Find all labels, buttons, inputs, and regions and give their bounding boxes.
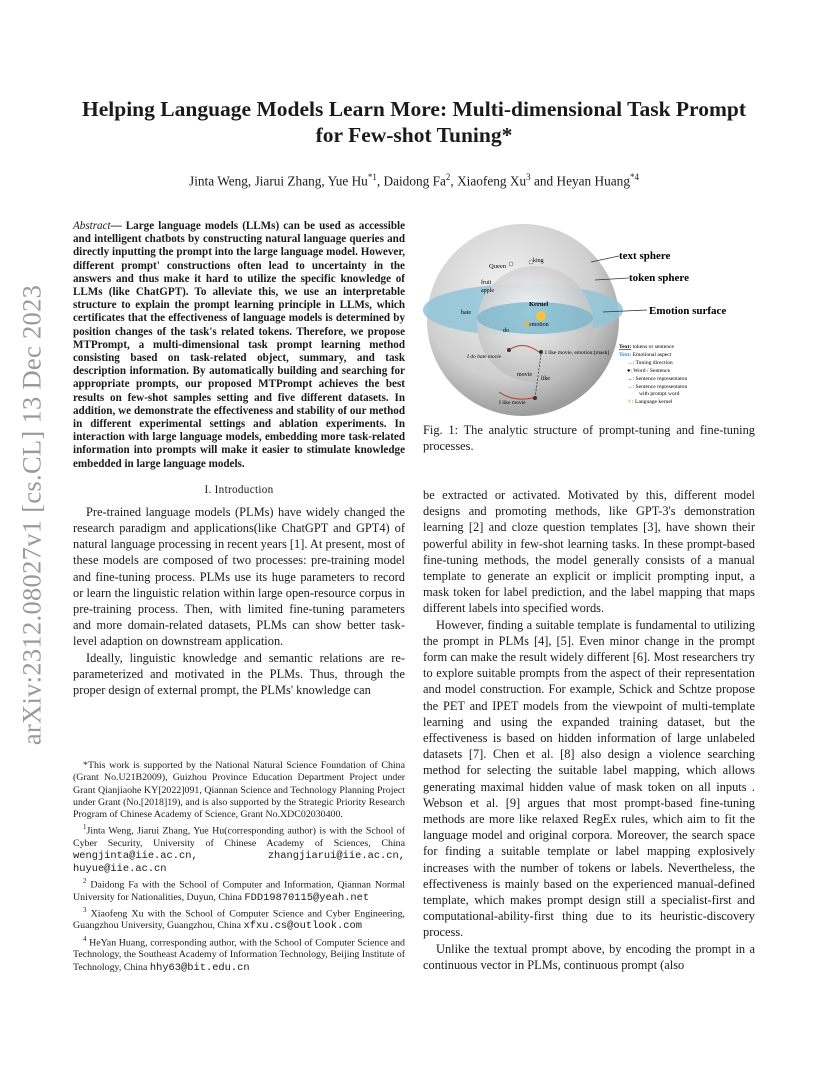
figure-1 xyxy=(423,222,755,422)
kernel-sun-icon xyxy=(536,311,546,321)
author-mark: *1 xyxy=(367,172,377,182)
title-line-1: Helping Language Models Learn More: Multi-dimensional Task Prompt xyxy=(82,97,746,121)
paper-title xyxy=(60,96,768,148)
title-line-2: for Few-shot Tuning* xyxy=(315,123,513,147)
sphere-diagram xyxy=(423,222,755,422)
author: Heyan Huang xyxy=(556,173,630,189)
word-dot xyxy=(529,260,533,264)
word-do: do xyxy=(503,328,509,334)
word-king: king xyxy=(533,258,544,264)
word-apple: apple xyxy=(481,288,494,294)
word-queen: Queen xyxy=(489,263,506,270)
author: Jinta Weng xyxy=(189,173,248,189)
email: FDD19870115@yeah.net xyxy=(244,891,370,904)
footnote-mark: 1 xyxy=(83,823,87,832)
legend-desc: : Word / Sentence xyxy=(630,368,671,374)
author-list: Jinta Weng, Jiarui Zhang, Yue Hu$^{*1}$, Daidong Fa$^2$, Xiaofeng Xu$^3$ and Heyan Huang$^{*4}$ xyxy=(189,172,639,189)
left-column xyxy=(73,220,405,698)
word-dot xyxy=(509,262,513,266)
svg-text:→: Tuning direction xyxy=(627,360,673,366)
legend-key: → xyxy=(627,376,633,382)
author: Xiaofeng Xu xyxy=(457,173,527,189)
svg-text:☀: Language kernel xyxy=(627,398,673,405)
sentence-3: I like movie xyxy=(499,400,526,406)
author: Yue Hu xyxy=(327,173,368,189)
footnote-mark: 4 xyxy=(83,934,87,943)
legend-desc: with prompt word xyxy=(639,391,680,397)
legend-desc: : Sentence representaton xyxy=(632,376,688,382)
sentence-2: I like movie, emotion:[mask] xyxy=(545,350,610,356)
label-token-sphere: token sphere xyxy=(629,272,689,284)
legend-desc: : Language kernel xyxy=(632,399,673,405)
word-fruit: fruit xyxy=(481,280,492,286)
abstract-label: Abstract xyxy=(73,220,111,232)
kernel-sun-icon xyxy=(525,322,530,327)
word-like: like xyxy=(541,376,550,382)
funding-footnote: *This work is supported by the National Natural Science Foundation of China (Grant No.U21B2009), Guizhou Province Education Department Project under Grant Qianjiaohe KY[2022]091, Qiannan Science and Technology Planning Project under Grant (No.[2018]19), and is also supported by the Strategic Priority Research Program of Chinese Academy of Science, Grant No.XDC02030400. xyxy=(73,760,405,821)
figure-caption: Fig. 1: The analytic structure of prompt-tuning and fine-tuning processes. xyxy=(423,423,755,454)
footnote-4: $^4$ HeYan Huang, corresponding author, with the School of Computer Science and Technology, the Southeast Academy of Information Technology, Beijing Institute of Technology, China hhy63@bit.edu.cn xyxy=(73,934,405,974)
legend-desc: : Tuning direction xyxy=(632,360,673,366)
label-text-sphere: text sphere xyxy=(619,250,671,262)
label-emotion-surface: Emotion surface xyxy=(649,305,727,317)
author-mark: 2 xyxy=(445,172,451,182)
arxiv-id: arXiv:2312.08027v1 [cs.CL] 13 Dec 2023 xyxy=(16,284,47,746)
legend-desc: : Sentence representaton xyxy=(632,384,688,390)
legend-key: → xyxy=(627,384,633,390)
word-dot xyxy=(539,350,543,354)
right-column xyxy=(423,487,755,973)
right-paragraph-2: However, finding a suitable template is fundamental to utilizing the prompt in PLMs [4], [5]. Even minor change in the prompt form can make the result widely different [6]. Most researchers try to explore suitable prompts from the aspect of their representation and model construction. For example, Schick and Schtze propose the PET and IPET models from the viewpoint of multi-template learning and using the expanded training dataset, but the effectiveness is based on hidden information of large unlabeled datasets [7]. Chen et al. [8] also design a violence searching method for selecting the suitable label mapping, which allows generating maximal hidden value of mask token on all inputs . Webson et al. [9] argues that most prompt-based fine-tuning methods are more like relaxed RegEx rules, which aim to fit the language model and original corpora. Moreover, the search space for finding a suitable template or label mapping explosively increases with the number of tokens or labels. Nevertheless, the effectiveness is mainly based on the experienced manual-defined template, which makes prompt design still a specialist-first and computational-ability-first thing due to its heuristic-discovery process. xyxy=(423,617,755,940)
svg-text:→: Sentence representaton xyxy=(627,384,687,390)
email: hhy63@bit.edu.cn xyxy=(149,961,250,974)
footnote-mark: 2 xyxy=(83,876,87,885)
legend-key: Text: xyxy=(619,352,632,358)
word-emotion: emotion xyxy=(529,322,549,328)
word-movie: movie xyxy=(517,372,532,378)
word-hate: hate xyxy=(461,310,471,316)
email: wengjinta@iie.ac.cn, zhangjiarui@iie.ac.cn, huyue@iie.ac.cn xyxy=(73,850,405,875)
legend-key: Text: xyxy=(619,344,632,350)
svg-text:Text: Emotional aspect xyxy=(619,352,672,358)
footnote-1: $^1$Jinta Weng, Jiarui Zhang, Yue Hu(corresponding author) is with the School of Cyber Security, University of Chinese Academy of Sciences, China wengjinta@iie.ac.cn, zhangjiarui@iie.ac.cn, huyue@iie.ac.cn xyxy=(73,823,405,875)
right-paragraph-3: Unlike the textual prompt above, by encoding the prompt in a continuous vector in PLMs, continuous prompt (also xyxy=(423,941,755,972)
arxiv-stamp xyxy=(12,255,52,775)
legend-key: ● xyxy=(627,368,631,374)
footnotes xyxy=(73,760,405,974)
legend-key: ☀ xyxy=(627,399,633,405)
sentence-1: I do hate movie xyxy=(467,354,502,360)
legend-desc: Emotional aspect xyxy=(632,352,672,358)
abstract-text: — Large language models (LLMs) can be used as accessible and intelligent chatbots by constructing natural language queries and directly inputting the prompt into the large language model. However, different prompt' constructions often lead to uncertainty in the answers and thus make it hard to utilize the specific knowledge of LLMs (like ChatGPT). To alleviate this, we use an interpretable structure to explain the prompt learning principle in LLMs, which certificates that the effectiveness of language models is determined by position changes of the task's related tokens. Therefore, we propose MTPrompt, a multi-dimensional task prompt learning method consisting based on task-related object, summary, and task description information. By automatically building and searching for appropriate prompts, our proposed MTPrompt achieves the best results on few-shot samples setting and five different datasets. In addition, we demonstrate the effectiveness and stability of our method in different experimental settings and ablation experiments. In interaction with large language models, embedding more task-related information into prompts will make it easier to stimulate knowledge embedded in large language models. xyxy=(73,220,405,470)
intro-paragraph-1: Pre-trained language models (PLMs) have widely changed the research paradigm and applications(like ChatGPT and GPT4) of natural language processing in recent years [1]. At present, most of these models are composed of two processes: pre-training model and fine-tuning process. PLMs use its huge parameters to record or learn the linguistic relation within large open-resource corpus in pre-training process. Then, with limited fine-tuning parameters and more domain-related datasets, PLMs can show better task-level adaption on downstream application. xyxy=(73,504,405,649)
author-mark: 3 xyxy=(526,172,531,182)
footnote-3: $^3$ Xiaofeng Xu with the School of Computer Science and Cyber Engineering, Guangzhou University, Guangzhou, China xfxu.cs@outlook.com xyxy=(73,905,405,933)
svg-text:Text: tokens or sentence xyxy=(619,344,674,350)
legend-key: → xyxy=(627,360,633,366)
svg-text:●: Word / Sentence xyxy=(627,368,671,374)
legend xyxy=(619,344,687,405)
legend-desc: tokens or sentence xyxy=(632,344,674,350)
author: Jiarui Zhang xyxy=(254,173,322,189)
svg-text:→: Sentence representaton xyxy=(627,376,687,382)
author: Daidong Fa xyxy=(383,173,446,189)
section-heading: I. Introduction xyxy=(204,483,274,496)
author-mark: *4 xyxy=(629,172,639,182)
kernel-label: Kernel xyxy=(529,301,549,308)
right-paragraph-1: be extracted or activated. Motivated by this, different model designs and promoting methods, like GPT-3's demonstration learning [2] and cloze question templates [3], have shown their powerful ability in few-shot learning tasks. In these prompt-based fine-tuning methods, the model generally consists of a manual template to generate an explicit or implicit prompting input, a mask token for label prediction, and the label mapping that maps different labels into specified words. xyxy=(423,488,755,616)
intro-paragraph-2: Ideally, linguistic knowledge and semantic relations are re-parameterized and motivated in the PLMs. Thus, through the proper design of external prompt, the PLMs' knowledge can xyxy=(73,650,405,698)
email: xfxu.cs@outlook.com xyxy=(243,920,362,933)
abstract xyxy=(73,220,405,471)
footnote-mark: 3 xyxy=(83,905,87,914)
footnote-2: $^2$ Daidong Fa with the School of Computer and Information, Qiannan Normal University for Nationalities, Duyun, China FDD19870115@yeah.net xyxy=(73,876,406,904)
